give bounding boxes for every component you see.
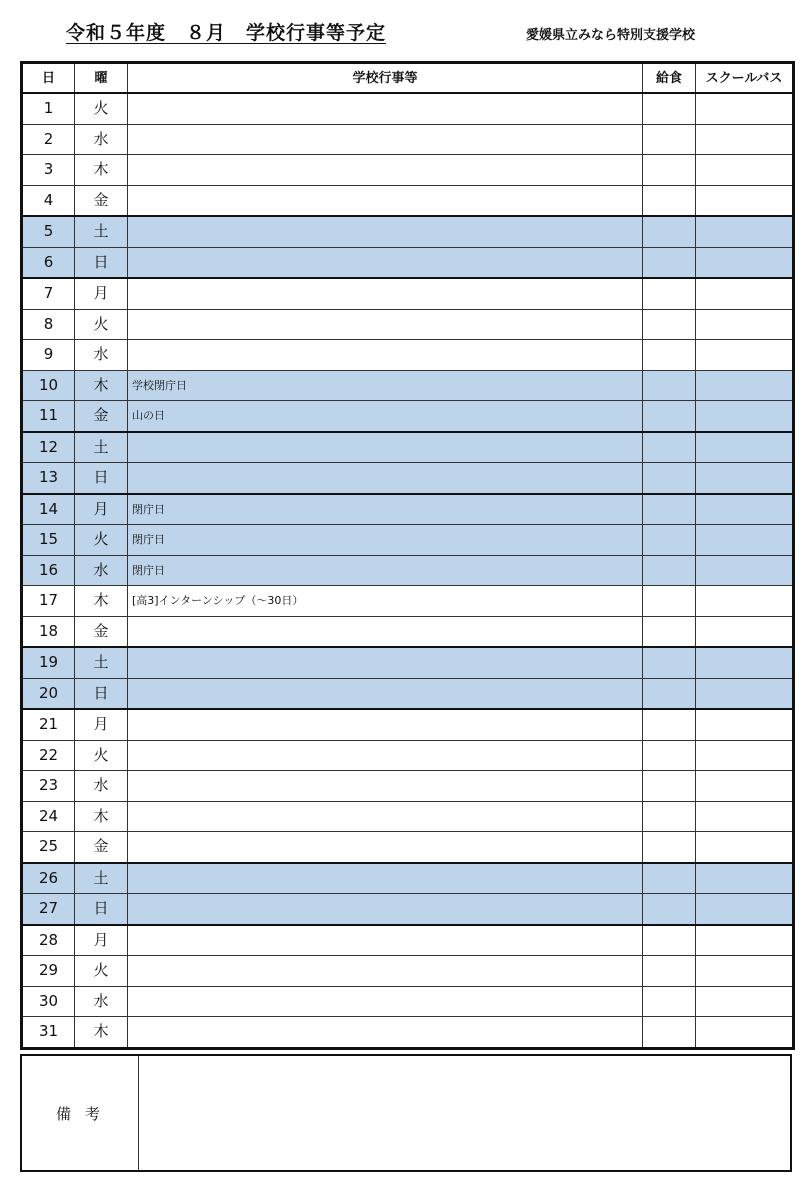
event-cell [128,1017,643,1049]
column-header-events: 学校行事等 [128,63,643,94]
table-row [22,494,794,525]
weekday-cell: 火 [75,309,128,340]
lunch-cell [643,678,696,709]
notes-label: 備考 [21,1055,139,1171]
lunch-cell [643,401,696,432]
weekday-cell: 木 [75,370,128,401]
lunch-cell [643,432,696,463]
bus-cell [696,925,794,956]
lunch-cell [643,555,696,586]
lunch-cell [643,463,696,494]
weekday-cell: 木 [75,586,128,617]
weekday-cell: 水 [75,986,128,1017]
day-cell: 19 [22,647,75,678]
bus-cell [696,863,794,894]
column-header-day: 日 [22,63,75,94]
day-cell: 7 [22,278,75,309]
day-cell: 3 [22,155,75,186]
day-cell: 5 [22,216,75,247]
day-cell: 12 [22,432,75,463]
bus-cell [696,616,794,647]
weekday-cell: 土 [75,647,128,678]
lunch-cell [643,925,696,956]
day-cell: 4 [22,185,75,216]
event-cell: 閉庁日 [128,525,643,556]
column-header-lunch: 給食 [643,63,696,94]
bus-cell [696,432,794,463]
bus-cell [696,309,794,340]
day-cell: 28 [22,925,75,956]
table-row [22,463,794,494]
table-row [22,555,794,586]
event-cell [128,247,643,278]
bus-cell [696,894,794,925]
table-row [22,771,794,802]
school-name: 愛媛県立みなら特別支援学校 [526,28,696,43]
bus-cell [696,93,794,124]
weekday-cell: 木 [75,1017,128,1049]
lunch-cell [643,894,696,925]
schedule-header-row [22,63,794,94]
lunch-cell [643,647,696,678]
weekday-cell: 木 [75,155,128,186]
weekday-cell: 水 [75,340,128,371]
lunch-cell [643,216,696,247]
day-cell: 27 [22,894,75,925]
table-row [22,894,794,925]
lunch-cell [643,185,696,216]
lunch-cell [643,247,696,278]
event-cell [128,956,643,987]
table-row [22,340,794,371]
weekday-cell: 月 [75,709,128,740]
bus-cell [696,771,794,802]
weekday-cell: 金 [75,832,128,863]
notes-box [20,1054,792,1172]
event-cell [128,801,643,832]
event-cell [128,124,643,155]
bus-cell [696,709,794,740]
bus-cell [696,494,794,525]
weekday-cell: 水 [75,555,128,586]
weekday-cell: 木 [75,801,128,832]
weekday-cell: 日 [75,678,128,709]
day-cell: 15 [22,525,75,556]
weekday-cell: 日 [75,894,128,925]
bus-cell [696,370,794,401]
weekday-cell: 金 [75,185,128,216]
event-cell [128,463,643,494]
day-cell: 24 [22,801,75,832]
weekday-cell: 日 [75,247,128,278]
lunch-cell [643,525,696,556]
column-header-school-bus: スクールバス [696,63,794,94]
bus-cell [696,401,794,432]
day-cell: 16 [22,555,75,586]
lunch-cell [643,709,696,740]
event-cell [128,185,643,216]
bus-cell [696,525,794,556]
weekday-cell: 火 [75,956,128,987]
event-cell [128,309,643,340]
event-cell [128,709,643,740]
day-cell: 26 [22,863,75,894]
bus-cell [696,340,794,371]
weekday-cell: 火 [75,740,128,771]
schedule-table [20,61,795,1050]
event-cell [128,740,643,771]
table-row [22,863,794,894]
event-cell: 山の日 [128,401,643,432]
weekday-cell: 土 [75,216,128,247]
bus-cell [696,155,794,186]
event-cell [128,678,643,709]
lunch-cell [643,278,696,309]
bus-cell [696,278,794,309]
event-cell [128,832,643,863]
day-cell: 31 [22,1017,75,1049]
weekday-cell: 土 [75,432,128,463]
bus-cell [696,555,794,586]
table-row [22,1017,794,1049]
weekday-cell: 月 [75,494,128,525]
lunch-cell [643,801,696,832]
weekday-cell: 水 [75,124,128,155]
table-row [22,709,794,740]
lunch-cell [643,155,696,186]
table-row [22,401,794,432]
table-row [22,525,794,556]
table-row [22,93,794,124]
page-title: 令和５年度 ８月 学校行事等予定 [66,22,387,44]
lunch-cell [643,956,696,987]
notes-content [139,1055,792,1171]
table-row [22,647,794,678]
table-row [22,185,794,216]
weekday-cell: 月 [75,925,128,956]
lunch-cell [643,124,696,155]
lunch-cell [643,494,696,525]
table-row [22,586,794,617]
lunch-cell [643,616,696,647]
table-row [22,370,794,401]
table-row [22,986,794,1017]
day-cell: 23 [22,771,75,802]
day-cell: 18 [22,616,75,647]
day-cell: 30 [22,986,75,1017]
table-row [22,309,794,340]
lunch-cell [643,832,696,863]
table-row [22,432,794,463]
day-cell: 2 [22,124,75,155]
event-cell [128,278,643,309]
bus-cell [696,956,794,987]
lunch-cell [643,740,696,771]
schedule-body [22,93,794,1048]
table-row [22,740,794,771]
event-cell [128,93,643,124]
day-cell: 6 [22,247,75,278]
event-cell [128,616,643,647]
day-cell: 20 [22,678,75,709]
day-cell: 10 [22,370,75,401]
bus-cell [696,586,794,617]
bus-cell [696,801,794,832]
bus-cell [696,1017,794,1049]
event-cell [128,647,643,678]
bus-cell [696,185,794,216]
day-cell: 29 [22,956,75,987]
table-row [22,801,794,832]
weekday-cell: 金 [75,401,128,432]
weekday-cell: 火 [75,525,128,556]
event-cell [128,216,643,247]
day-cell: 14 [22,494,75,525]
lunch-cell [643,93,696,124]
weekday-cell: 月 [75,278,128,309]
bus-cell [696,463,794,494]
table-row [22,678,794,709]
event-cell [128,863,643,894]
lunch-cell [643,1017,696,1049]
day-cell: 11 [22,401,75,432]
table-row [22,832,794,863]
event-cell: 閉庁日 [128,555,643,586]
event-cell [128,771,643,802]
event-cell [128,894,643,925]
column-header-weekday: 曜 [75,63,128,94]
weekday-cell: 日 [75,463,128,494]
day-cell: 17 [22,586,75,617]
weekday-cell: 火 [75,93,128,124]
event-cell [128,925,643,956]
event-cell: 閉庁日 [128,494,643,525]
table-row [22,956,794,987]
bus-cell [696,124,794,155]
lunch-cell [643,586,696,617]
weekday-cell: 金 [75,616,128,647]
event-cell: 学校閉庁日 [128,370,643,401]
day-cell: 9 [22,340,75,371]
event-cell [128,986,643,1017]
lunch-cell [643,986,696,1017]
bus-cell [696,678,794,709]
table-row [22,216,794,247]
bus-cell [696,216,794,247]
table-row [22,155,794,186]
bus-cell [696,647,794,678]
bus-cell [696,986,794,1017]
weekday-cell: 水 [75,771,128,802]
day-cell: 22 [22,740,75,771]
lunch-cell [643,309,696,340]
event-cell [128,340,643,371]
table-row [22,124,794,155]
bus-cell [696,740,794,771]
day-cell: 25 [22,832,75,863]
lunch-cell [643,771,696,802]
lunch-cell [643,863,696,894]
day-cell: 13 [22,463,75,494]
bus-cell [696,832,794,863]
bus-cell [696,247,794,278]
table-row [22,616,794,647]
table-row [22,247,794,278]
event-cell: [高3]インターンシップ（～30日） [128,586,643,617]
table-row [22,925,794,956]
event-cell [128,155,643,186]
lunch-cell [643,370,696,401]
weekday-cell: 土 [75,863,128,894]
day-cell: 8 [22,309,75,340]
lunch-cell [643,340,696,371]
table-row [22,278,794,309]
day-cell: 1 [22,93,75,124]
event-cell [128,432,643,463]
day-cell: 21 [22,709,75,740]
